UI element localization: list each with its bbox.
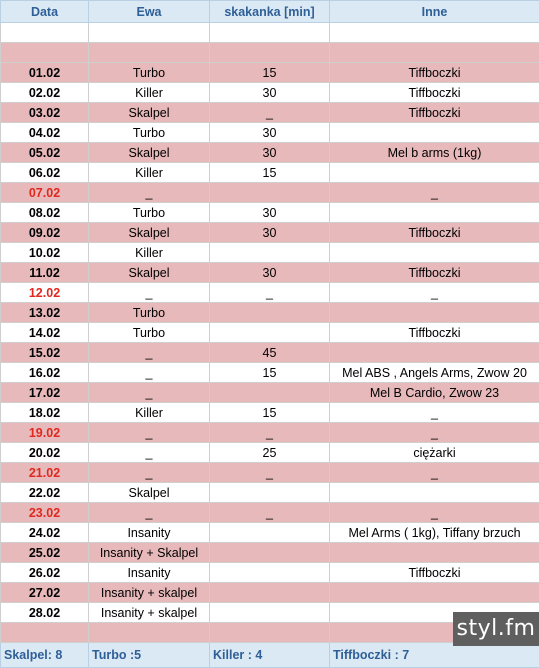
cell-skakanka[interactable] xyxy=(210,523,330,543)
cell-ewa[interactable]: Insanity xyxy=(89,563,210,583)
cell-inne[interactable]: Mel ABS , Angels Arms, Zwow 20 xyxy=(330,363,539,383)
cell-ewa[interactable]: Turbo xyxy=(89,123,210,143)
summary-tiffboczki[interactable]: Tiffboczki : 7 xyxy=(330,643,539,668)
cell-skakanka[interactable]: 15 xyxy=(210,363,330,383)
cell-ewa[interactable]: Turbo xyxy=(89,323,210,343)
cell-skakanka[interactable] xyxy=(210,583,330,603)
table-body xyxy=(1,23,539,643)
cell-skakanka[interactable]: 15 xyxy=(210,403,330,423)
cell-skakanka[interactable]: _ xyxy=(210,463,330,483)
header-inne[interactable]: Inne xyxy=(330,1,539,23)
cell-ewa[interactable]: _ xyxy=(89,343,210,363)
cell-inne[interactable]: Tiffboczki xyxy=(330,323,539,343)
cell-date[interactable]: 21.02 xyxy=(1,463,89,483)
summary-killer[interactable]: Killer : 4 xyxy=(210,643,330,668)
cell-ewa[interactable]: _ xyxy=(89,423,210,443)
summary-row xyxy=(1,643,539,668)
table-row xyxy=(1,303,539,323)
table-row xyxy=(1,523,539,543)
cell-ewa[interactable]: _ xyxy=(89,283,210,303)
cell-ewa[interactable]: _ xyxy=(89,183,210,203)
cell-ewa[interactable]: _ xyxy=(89,363,210,383)
cell-date[interactable]: 20.02 xyxy=(1,443,89,463)
table-row xyxy=(1,23,539,43)
cell-inne[interactable]: Tiffboczki xyxy=(330,83,539,103)
cell-date[interactable]: 16.02 xyxy=(1,363,89,383)
cell-date[interactable]: 03.02 xyxy=(1,103,89,123)
cell-inne[interactable] xyxy=(330,343,539,363)
cell-date[interactable]: 28.02 xyxy=(1,603,89,623)
cell-date[interactable] xyxy=(1,43,89,63)
table-row xyxy=(1,383,539,403)
cell-ewa[interactable]: Killer xyxy=(89,243,210,263)
cell-date[interactable]: 22.02 xyxy=(1,483,89,503)
cell-inne[interactable]: Tiffboczki xyxy=(330,263,539,283)
cell-skakanka[interactable] xyxy=(210,183,330,203)
cell-skakanka[interactable]: 30 xyxy=(210,83,330,103)
cell-inne[interactable]: _ xyxy=(330,423,539,443)
table-row xyxy=(1,483,539,503)
table-row xyxy=(1,243,539,263)
cell-skakanka[interactable] xyxy=(210,43,330,63)
cell-ewa[interactable]: Insanity + skalpel xyxy=(89,583,210,603)
cell-ewa[interactable] xyxy=(89,43,210,63)
cell-date[interactable]: 23.02 xyxy=(1,503,89,523)
cell-skakanka[interactable] xyxy=(210,323,330,343)
cell-date[interactable]: 12.02 xyxy=(1,283,89,303)
cell-skakanka[interactable] xyxy=(210,483,330,503)
table-row xyxy=(1,163,539,183)
cell-skakanka[interactable]: 25 xyxy=(210,443,330,463)
cell-ewa[interactable] xyxy=(89,623,210,643)
cell-inne[interactable]: ciężarki xyxy=(330,443,539,463)
cell-date[interactable]: 15.02 xyxy=(1,343,89,363)
table-row xyxy=(1,223,539,243)
table-row xyxy=(1,103,539,123)
cell-ewa[interactable]: _ xyxy=(89,383,210,403)
header-date[interactable]: Data xyxy=(1,1,89,23)
cell-date[interactable]: 01.02 xyxy=(1,63,89,83)
table-row xyxy=(1,543,539,563)
cell-date[interactable]: 13.02 xyxy=(1,303,89,323)
header-skakanka[interactable]: skakanka [min] xyxy=(210,1,330,23)
cell-date[interactable]: 05.02 xyxy=(1,143,89,163)
table-row xyxy=(1,283,539,303)
cell-ewa[interactable]: Insanity xyxy=(89,523,210,543)
table-row xyxy=(1,203,539,223)
cell-inne[interactable] xyxy=(330,23,539,43)
cell-skakanka[interactable]: 30 xyxy=(210,123,330,143)
cell-inne[interactable]: Mel b arms (1kg) xyxy=(330,143,539,163)
cell-ewa[interactable]: Insanity + skalpel xyxy=(89,603,210,623)
cell-inne[interactable]: _ xyxy=(330,283,539,303)
cell-inne[interactable] xyxy=(330,43,539,63)
cell-date[interactable]: 14.02 xyxy=(1,323,89,343)
table-row xyxy=(1,423,539,443)
cell-date[interactable]: 26.02 xyxy=(1,563,89,583)
cell-skakanka[interactable]: _ xyxy=(210,503,330,523)
cell-inne[interactable]: Tiffboczki xyxy=(330,63,539,83)
table-row xyxy=(1,443,539,463)
cell-ewa[interactable] xyxy=(89,23,210,43)
cell-inne[interactable] xyxy=(330,123,539,143)
cell-date[interactable]: 27.02 xyxy=(1,583,89,603)
cell-skakanka[interactable]: 45 xyxy=(210,343,330,363)
header-row xyxy=(1,1,539,23)
cell-skakanka[interactable]: 30 xyxy=(210,263,330,283)
cell-skakanka[interactable]: 30 xyxy=(210,223,330,243)
cell-inne[interactable] xyxy=(330,303,539,323)
cell-ewa[interactable]: Skalpel xyxy=(89,103,210,123)
cell-skakanka[interactable]: _ xyxy=(210,283,330,303)
cell-ewa[interactable]: _ xyxy=(89,463,210,483)
cell-ewa[interactable]: Skalpel xyxy=(89,223,210,243)
cell-skakanka[interactable]: 30 xyxy=(210,143,330,163)
cell-date[interactable]: 19.02 xyxy=(1,423,89,443)
table-row xyxy=(1,123,539,143)
cell-date[interactable]: 08.02 xyxy=(1,203,89,223)
cell-ewa[interactable]: _ xyxy=(89,503,210,523)
cell-inne[interactable]: _ xyxy=(330,463,539,483)
table-row xyxy=(1,83,539,103)
cell-inne[interactable] xyxy=(330,243,539,263)
table-row xyxy=(1,463,539,483)
cell-inne[interactable]: Mel Arms ( 1kg), Tiffany brzuch xyxy=(330,523,539,543)
cell-skakanka[interactable]: _ xyxy=(210,423,330,443)
cell-date[interactable]: 10.02 xyxy=(1,243,89,263)
cell-ewa[interactable]: _ xyxy=(89,443,210,463)
table-row xyxy=(1,583,539,603)
cell-inne[interactable] xyxy=(330,543,539,563)
cell-date[interactable]: 11.02 xyxy=(1,263,89,283)
cell-inne[interactable]: Tiffboczki xyxy=(330,563,539,583)
cell-date[interactable]: 09.02 xyxy=(1,223,89,243)
cell-skakanka[interactable] xyxy=(210,563,330,583)
table-row xyxy=(1,323,539,343)
table-row xyxy=(1,343,539,363)
cell-skakanka[interactable] xyxy=(210,623,330,643)
table-row xyxy=(1,143,539,163)
cell-date[interactable]: 07.02 xyxy=(1,183,89,203)
cell-inne[interactable]: Mel B Cardio, Zwow 23 xyxy=(330,383,539,403)
cell-inne[interactable]: _ xyxy=(330,183,539,203)
table-row xyxy=(1,563,539,583)
cell-skakanka[interactable] xyxy=(210,603,330,623)
cell-ewa[interactable]: Turbo xyxy=(89,63,210,83)
watermark-logo: styl.fm xyxy=(453,612,539,646)
table-row xyxy=(1,63,539,83)
cell-skakanka[interactable] xyxy=(210,543,330,563)
cell-inne[interactable] xyxy=(330,203,539,223)
cell-ewa[interactable]: Insanity + Skalpel xyxy=(89,543,210,563)
cell-date[interactable] xyxy=(1,23,89,43)
summary-skalpel[interactable]: Skalpel: 8 xyxy=(1,643,89,668)
cell-date[interactable]: 04.02 xyxy=(1,123,89,143)
cell-date[interactable]: 25.02 xyxy=(1,543,89,563)
table-row xyxy=(1,263,539,283)
cell-inne[interactable]: Tiffboczki xyxy=(330,223,539,243)
cell-inne[interactable]: Tiffboczki xyxy=(330,103,539,123)
cell-inne[interactable]: _ xyxy=(330,403,539,423)
cell-date[interactable]: 24.02 xyxy=(1,523,89,543)
cell-inne[interactable]: _ xyxy=(330,503,539,523)
table-row xyxy=(1,503,539,523)
cell-ewa[interactable]: Killer xyxy=(89,403,210,423)
summary-turbo[interactable]: Turbo :5 xyxy=(89,643,210,668)
cell-skakanka[interactable] xyxy=(210,243,330,263)
table-row xyxy=(1,403,539,423)
cell-date[interactable]: 18.02 xyxy=(1,403,89,423)
cell-ewa[interactable]: Turbo xyxy=(89,203,210,223)
cell-inne[interactable] xyxy=(330,163,539,183)
cell-skakanka[interactable]: 15 xyxy=(210,63,330,83)
cell-date[interactable] xyxy=(1,623,89,643)
table-row xyxy=(1,183,539,203)
cell-ewa[interactable]: Turbo xyxy=(89,303,210,323)
header-ewa[interactable]: Ewa xyxy=(89,1,210,23)
cell-ewa[interactable]: Killer xyxy=(89,83,210,103)
cell-date[interactable]: 06.02 xyxy=(1,163,89,183)
table-row xyxy=(1,43,539,63)
cell-ewa[interactable]: Killer xyxy=(89,163,210,183)
table-row xyxy=(1,363,539,383)
cell-skakanka[interactable] xyxy=(210,23,330,43)
cell-skakanka[interactable]: _ xyxy=(210,103,330,123)
cell-date[interactable]: 17.02 xyxy=(1,383,89,403)
cell-ewa[interactable]: Skalpel xyxy=(89,263,210,283)
cell-inne[interactable] xyxy=(330,483,539,503)
cell-inne[interactable] xyxy=(330,583,539,603)
cell-date[interactable]: 02.02 xyxy=(1,83,89,103)
cell-skakanka[interactable] xyxy=(210,303,330,323)
cell-skakanka[interactable]: 30 xyxy=(210,203,330,223)
cell-ewa[interactable]: Skalpel xyxy=(89,143,210,163)
cell-skakanka[interactable]: 15 xyxy=(210,163,330,183)
cell-ewa[interactable]: Skalpel xyxy=(89,483,210,503)
cell-skakanka[interactable] xyxy=(210,383,330,403)
